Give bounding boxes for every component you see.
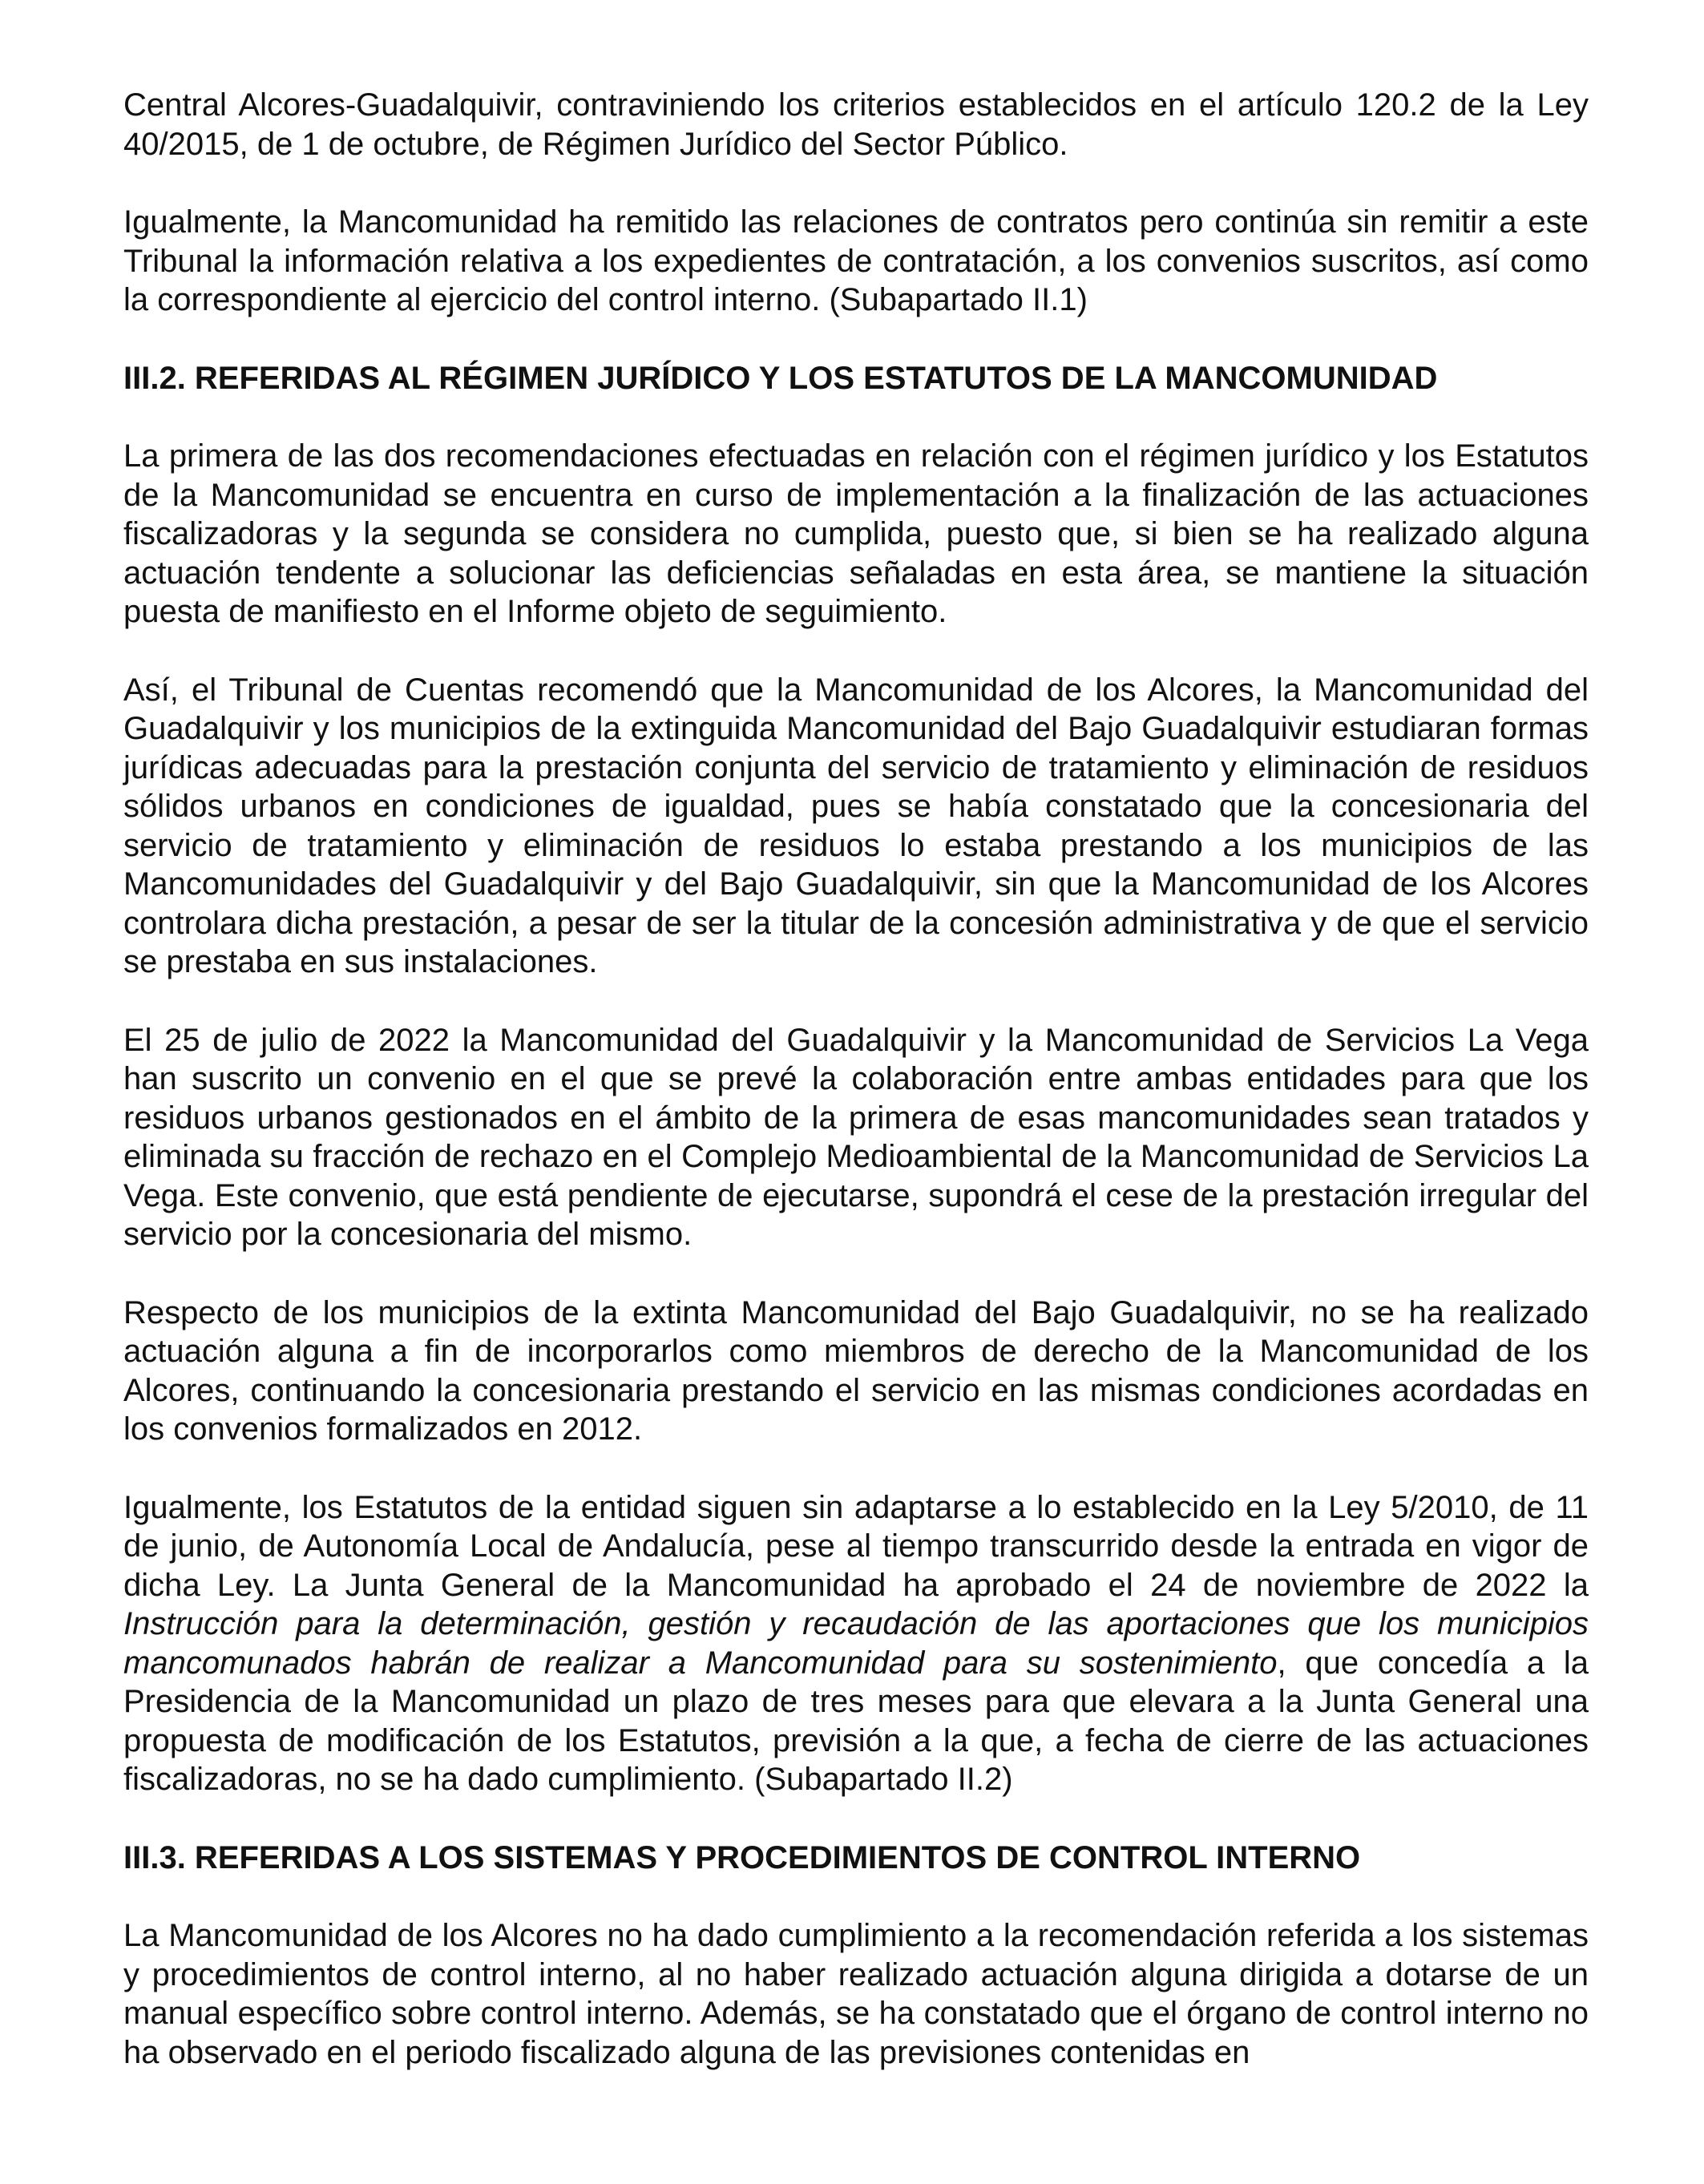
paragraph-contraviniendo: Central Alcores-Guadalquivir, contraviniendo los criterios establecidos en el artículo 120.2 de la Ley 40/2015, de 1 de octubre, de Régimen Jurídico del Sector Público. [123, 87, 1589, 162]
paragraph-control-interno: La Mancomunidad de los Alcores no ha dado cumplimiento a la recomendación referida a los sistemas y procedimientos de control interno, al no haber realizado actuación alguna dirigida a dotarse de un manual específico sobre control interno. Además, se ha constatado que el órgano de control interno no ha observado en el periodo fiscalizado alguna de las previsiones contenidas en [123, 1918, 1589, 2070]
section-heading-iii-3: III.3. REFERIDAS A LOS SISTEMAS Y PROCEDIMIENTOS DE CONTROL INTERNO [123, 1839, 1361, 1875]
paragraph-tribunal-recomendo: Así, el Tribunal de Cuentas recomendó que la Mancomunidad de los Alcores, la Mancomunidad del Guadalquivir y los municipios de la extinguida Mancomunidad del Bajo Guadalquivir estudiaran formas jurídicas adecuadas para la prestación conjunta del servicio de tratamiento y eliminación de residuos sólidos urbanos en condiciones de igualdad, pues se había constatado que la concesionaria del servicio de tratamiento y eliminación de residuos lo estaba prestando a los municipios de las Mancomunidades del Guadalquivir y del Bajo Guadalquivir, sin que la Mancomunidad de los Alcores controlara dicha prestación, a pesar de ser la titular de la concesión administrativa y de que el servicio se prestaba en sus instalaciones. [123, 672, 1589, 979]
paragraph-estatutos-end: , que concedía a la Presidencia de la Mancomunidad un plazo de tres meses para que elevara a la Junta General una propuesta de modificación de los Estatutos, previsión a la que, a fecha de cierre de las actuaciones fiscalizadoras, no se ha dado cumplimiento. (Subapartado II.2) [123, 1645, 1589, 1797]
document-page [123, 86, 1589, 2111]
instruccion-title: Instrucción para la determinación, gestión y recaudación de las aportaciones que los municipios mancomunados habrán de realizar a Mancomunidad para su sostenimiento [123, 1606, 1589, 1681]
paragraph-remision-informacion: Igualmente, la Mancomunidad ha remitido las relaciones de contratos pero continúa sin remitir a este Tribunal la información relativa a los expedientes de contratación, a los convenios suscritos, así como la correspondiente al ejercicio del control interno. (Subapartado II.1) [123, 204, 1589, 317]
paragraph-estatutos-start: Igualmente, los Estatutos de la entidad siguen sin adaptarse a lo establecido en la Ley 5/2010, de 11 de junio, de Autonomía Local de Andalucía, pese al tiempo transcurrido desde la entrada en vigor de dicha Ley. La Junta General de la Mancomunidad ha aprobado el 24 de noviembre de 2022 la [123, 1489, 1589, 1603]
paragraph-convenio-2022: El 25 de julio de 2022 la Mancomunidad del Guadalquivir y la Mancomunidad de Servicios La Vega han suscrito un convenio en el que se prevé la colaboración entre ambas entidades para que los residuos urbanos gestionados en el ámbito de la primera de esas mancomunidades sean tratados y eliminada su fracción de rechazo en el Complejo Medioambiental de la Mancomunidad de Servicios La Vega. Este convenio, que está pendiente de ejecutarse, supondrá el cese de la prestación irregular del servicio por la concesionaria del mismo. [123, 1022, 1589, 1252]
paragraph-bajo-guadalquivir: Respecto de los municipios de la extinta Mancomunidad del Bajo Guadalquivir, no se ha realizado actuación alguna a fin de incorporarlos como miembros de derecho de la Mancomunidad de los Alcores, continuando la concesionaria prestando el servicio en las mismas condiciones acordadas en los convenios formalizados en 2012. [123, 1294, 1589, 1447]
paragraph-recomendaciones-regimen: La primera de las dos recomendaciones efectuadas en relación con el régimen jurídico y los Estatutos de la Mancomunidad se encuentra en curso de implementación a la finalización de las actuaciones fiscalizadoras y la segunda se considera no cumplida, puesto que, si bien se ha realizado alguna actuación tendente a solucionar las deficiencias señaladas en esta área, se mantiene la situación puesta de manifiesto en el Informe objeto de seguimiento. [123, 438, 1589, 629]
section-heading-iii-2: III.2. REFERIDAS AL RÉGIMEN JURÍDICO Y LOS ESTATUTOS DE LA MANCOMUNIDAD [123, 360, 1438, 396]
paragraph-estatutos [123, 1488, 1589, 1799]
